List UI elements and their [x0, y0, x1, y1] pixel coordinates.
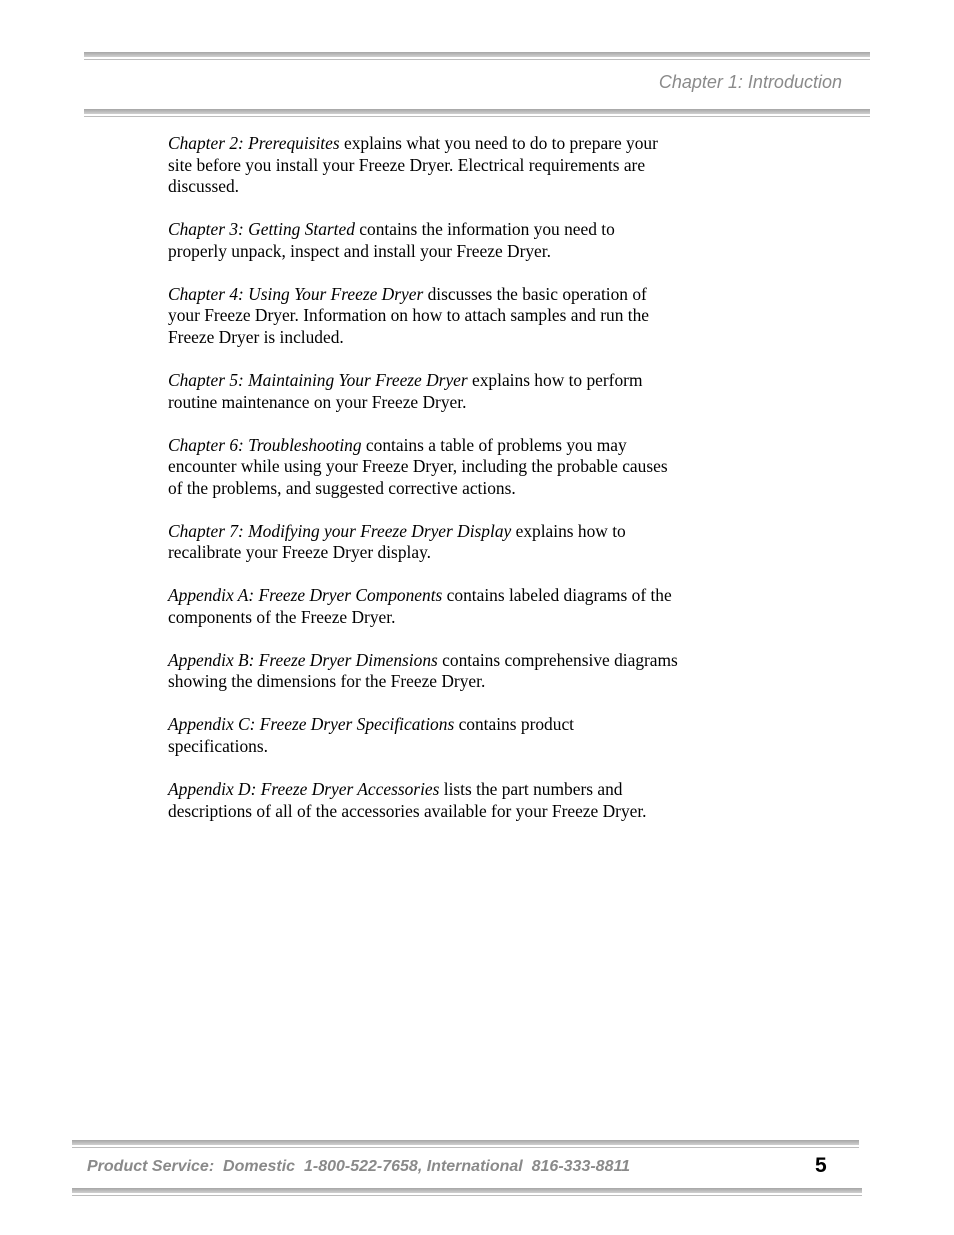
paragraph-title: Appendix D: Freeze Dryer Accessories	[168, 778, 440, 799]
page-number: 5	[815, 1154, 827, 1177]
header-rule-bottom	[84, 109, 870, 114]
paragraph-title: Appendix B: Freeze Dryer Dimensions	[168, 649, 438, 670]
footer-rule-bottom-thin	[72, 1195, 862, 1196]
footer-rule-bottom	[72, 1188, 862, 1193]
paragraph-chapter-6	[168, 435, 678, 500]
paragraph-chapter-5	[168, 370, 678, 413]
paragraph-chapter-7	[168, 521, 678, 564]
paragraph-body: explains how to recalibrate your Freeze Dryer display.	[168, 520, 626, 563]
paragraph-title: Chapter 3: Getting Started	[168, 219, 355, 240]
paragraph-body: discusses the basic operation of your Freeze Dryer. Information on how to attach samples and run the Freeze Dryer is included.	[168, 283, 649, 347]
header-rule-top	[84, 52, 870, 57]
main-content	[168, 133, 678, 844]
paragraph-title: Chapter 6: Troubleshooting	[168, 434, 362, 455]
paragraph-title: Chapter 4: Using Your Freeze Dryer	[168, 283, 424, 304]
header-rule-bottom-thin	[84, 116, 870, 117]
paragraph-chapter-4	[168, 284, 678, 349]
footer-service-text: Product Service: Domestic 1-800-522-7658, International 816-333-8811	[87, 1158, 631, 1175]
header-rule-top-thin	[84, 59, 870, 60]
paragraph-title: Appendix A: Freeze Dryer Components	[168, 585, 443, 606]
paragraph-chapter-2	[168, 133, 678, 198]
paragraph-body: contains comprehensive diagrams showing the dimensions for the Freeze Dryer.	[168, 649, 678, 692]
paragraph-appendix-c	[168, 714, 678, 757]
paragraph-body: explains how to perform routine maintenance on your Freeze Dryer.	[168, 369, 643, 412]
paragraph-appendix-b	[168, 650, 678, 693]
paragraph-title: Chapter 7: Modifying your Freeze Dryer Display	[168, 520, 512, 541]
paragraph-title: Chapter 5: Maintaining Your Freeze Dryer	[168, 369, 468, 390]
paragraph-body: explains what you need to do to prepare your site before you install your Freeze Dryer. Electrical requirements are discussed.	[168, 133, 658, 197]
paragraph-title: Appendix C: Freeze Dryer Specifications	[168, 714, 455, 735]
chapter-header: Chapter 1: Introduction	[658, 72, 842, 92]
paragraph-appendix-d	[168, 779, 678, 822]
paragraph-title: Chapter 2: Prerequisites	[168, 133, 340, 153]
footer-rule-top	[72, 1140, 859, 1145]
paragraph-body: contains the information you need to properly unpack, inspect and install your Freeze Dryer.	[168, 219, 615, 261]
paragraph-body: contains a table of problems you may encounter while using your Freeze Dryer, including the probable causes of the problems, and suggested corrective actions.	[168, 434, 668, 498]
paragraph-body: lists the part numbers and descriptions of all of the accessories available for your Freeze Dryer.	[168, 778, 647, 821]
paragraph-body: contains labeled diagrams of the components of the Freeze Dryer.	[168, 585, 672, 627]
paragraph-chapter-3	[168, 219, 678, 262]
paragraph-body: contains product specifications.	[168, 714, 574, 756]
footer-rule-top-thin	[72, 1147, 859, 1148]
paragraph-appendix-a	[168, 585, 678, 628]
